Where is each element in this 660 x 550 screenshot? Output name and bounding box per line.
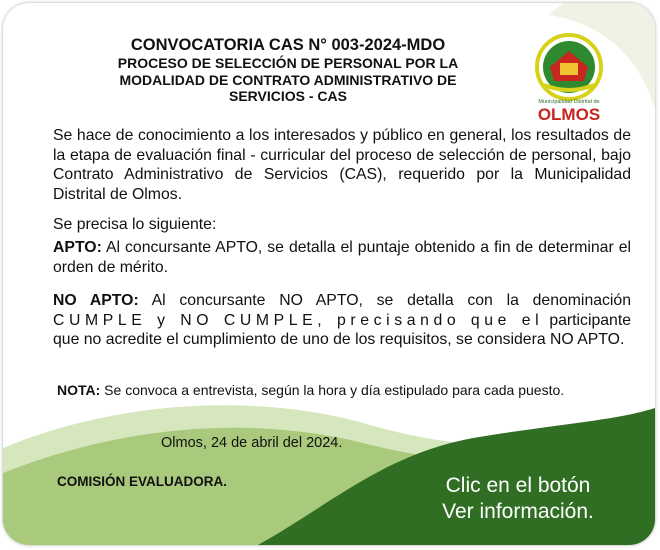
page-title: CONVOCATORIA CAS N° 003-2024-MDO — [130, 36, 446, 54]
subtitle-line: SERVICIOS - CAS — [229, 88, 347, 104]
apto-paragraph — [53, 238, 631, 277]
precisa-line: Se precisa lo siguiente: — [53, 216, 217, 233]
no-apto-label: NO APTO: — [53, 292, 139, 309]
apto-label: APTO: — [53, 239, 102, 256]
subtitle-line: MODALIDAD DE CONTRATO ADMINISTRATIVO DE — [119, 71, 457, 88]
no-apto-text-end: participante que no acredite el cumplimiento de uno de los requisitos, se considera NO APTO. — [53, 311, 631, 348]
no-apto-spaced-text: CUMPLE y NO CUMPLE, precisando que el — [53, 311, 544, 329]
no-apto-paragraph — [53, 291, 631, 350]
view-information-link[interactable] — [408, 473, 628, 525]
logo-small-text: Municipalidad Distrital de — [538, 99, 600, 105]
date-line: Olmos, 24 de abril del 2024. — [161, 435, 343, 451]
note-paragraph — [57, 381, 617, 399]
note-label: NOTA: — [57, 382, 101, 398]
note-text: Se convoca a entrevista, según la hora y día estipulado para cada puesto. — [100, 382, 565, 398]
subtitle-line: PROCESO DE SELECCIÓN DE PERSONAL POR LA — [117, 55, 459, 71]
page-subtitle — [63, 55, 513, 105]
no-apto-text: Al concursante NO APTO, se detalla con la denominación — [138, 292, 631, 309]
logo-name: OLMOS — [537, 105, 601, 123]
apto-text: Al concursante APTO, se detalla el puntaje obtenido a fin de determinar el orden de mérito. — [53, 239, 631, 276]
cta-line: Ver información. — [442, 500, 594, 523]
municipality-logo — [530, 33, 608, 123]
committee-signature: COMISIÓN EVALUADORA. — [57, 474, 228, 489]
intro-paragraph: Se hace de conocimiento a los interesados y público en general, los resultados de la etapa de evaluación final - curricular del proceso de selección de personal, bajo Contrato Administrativo de Servicios (CAS), requerido por la Municipalidad Distrital de Olmos. — [53, 127, 631, 203]
cta-line: Clic en el botón — [445, 474, 591, 497]
announcement-card — [3, 3, 655, 545]
